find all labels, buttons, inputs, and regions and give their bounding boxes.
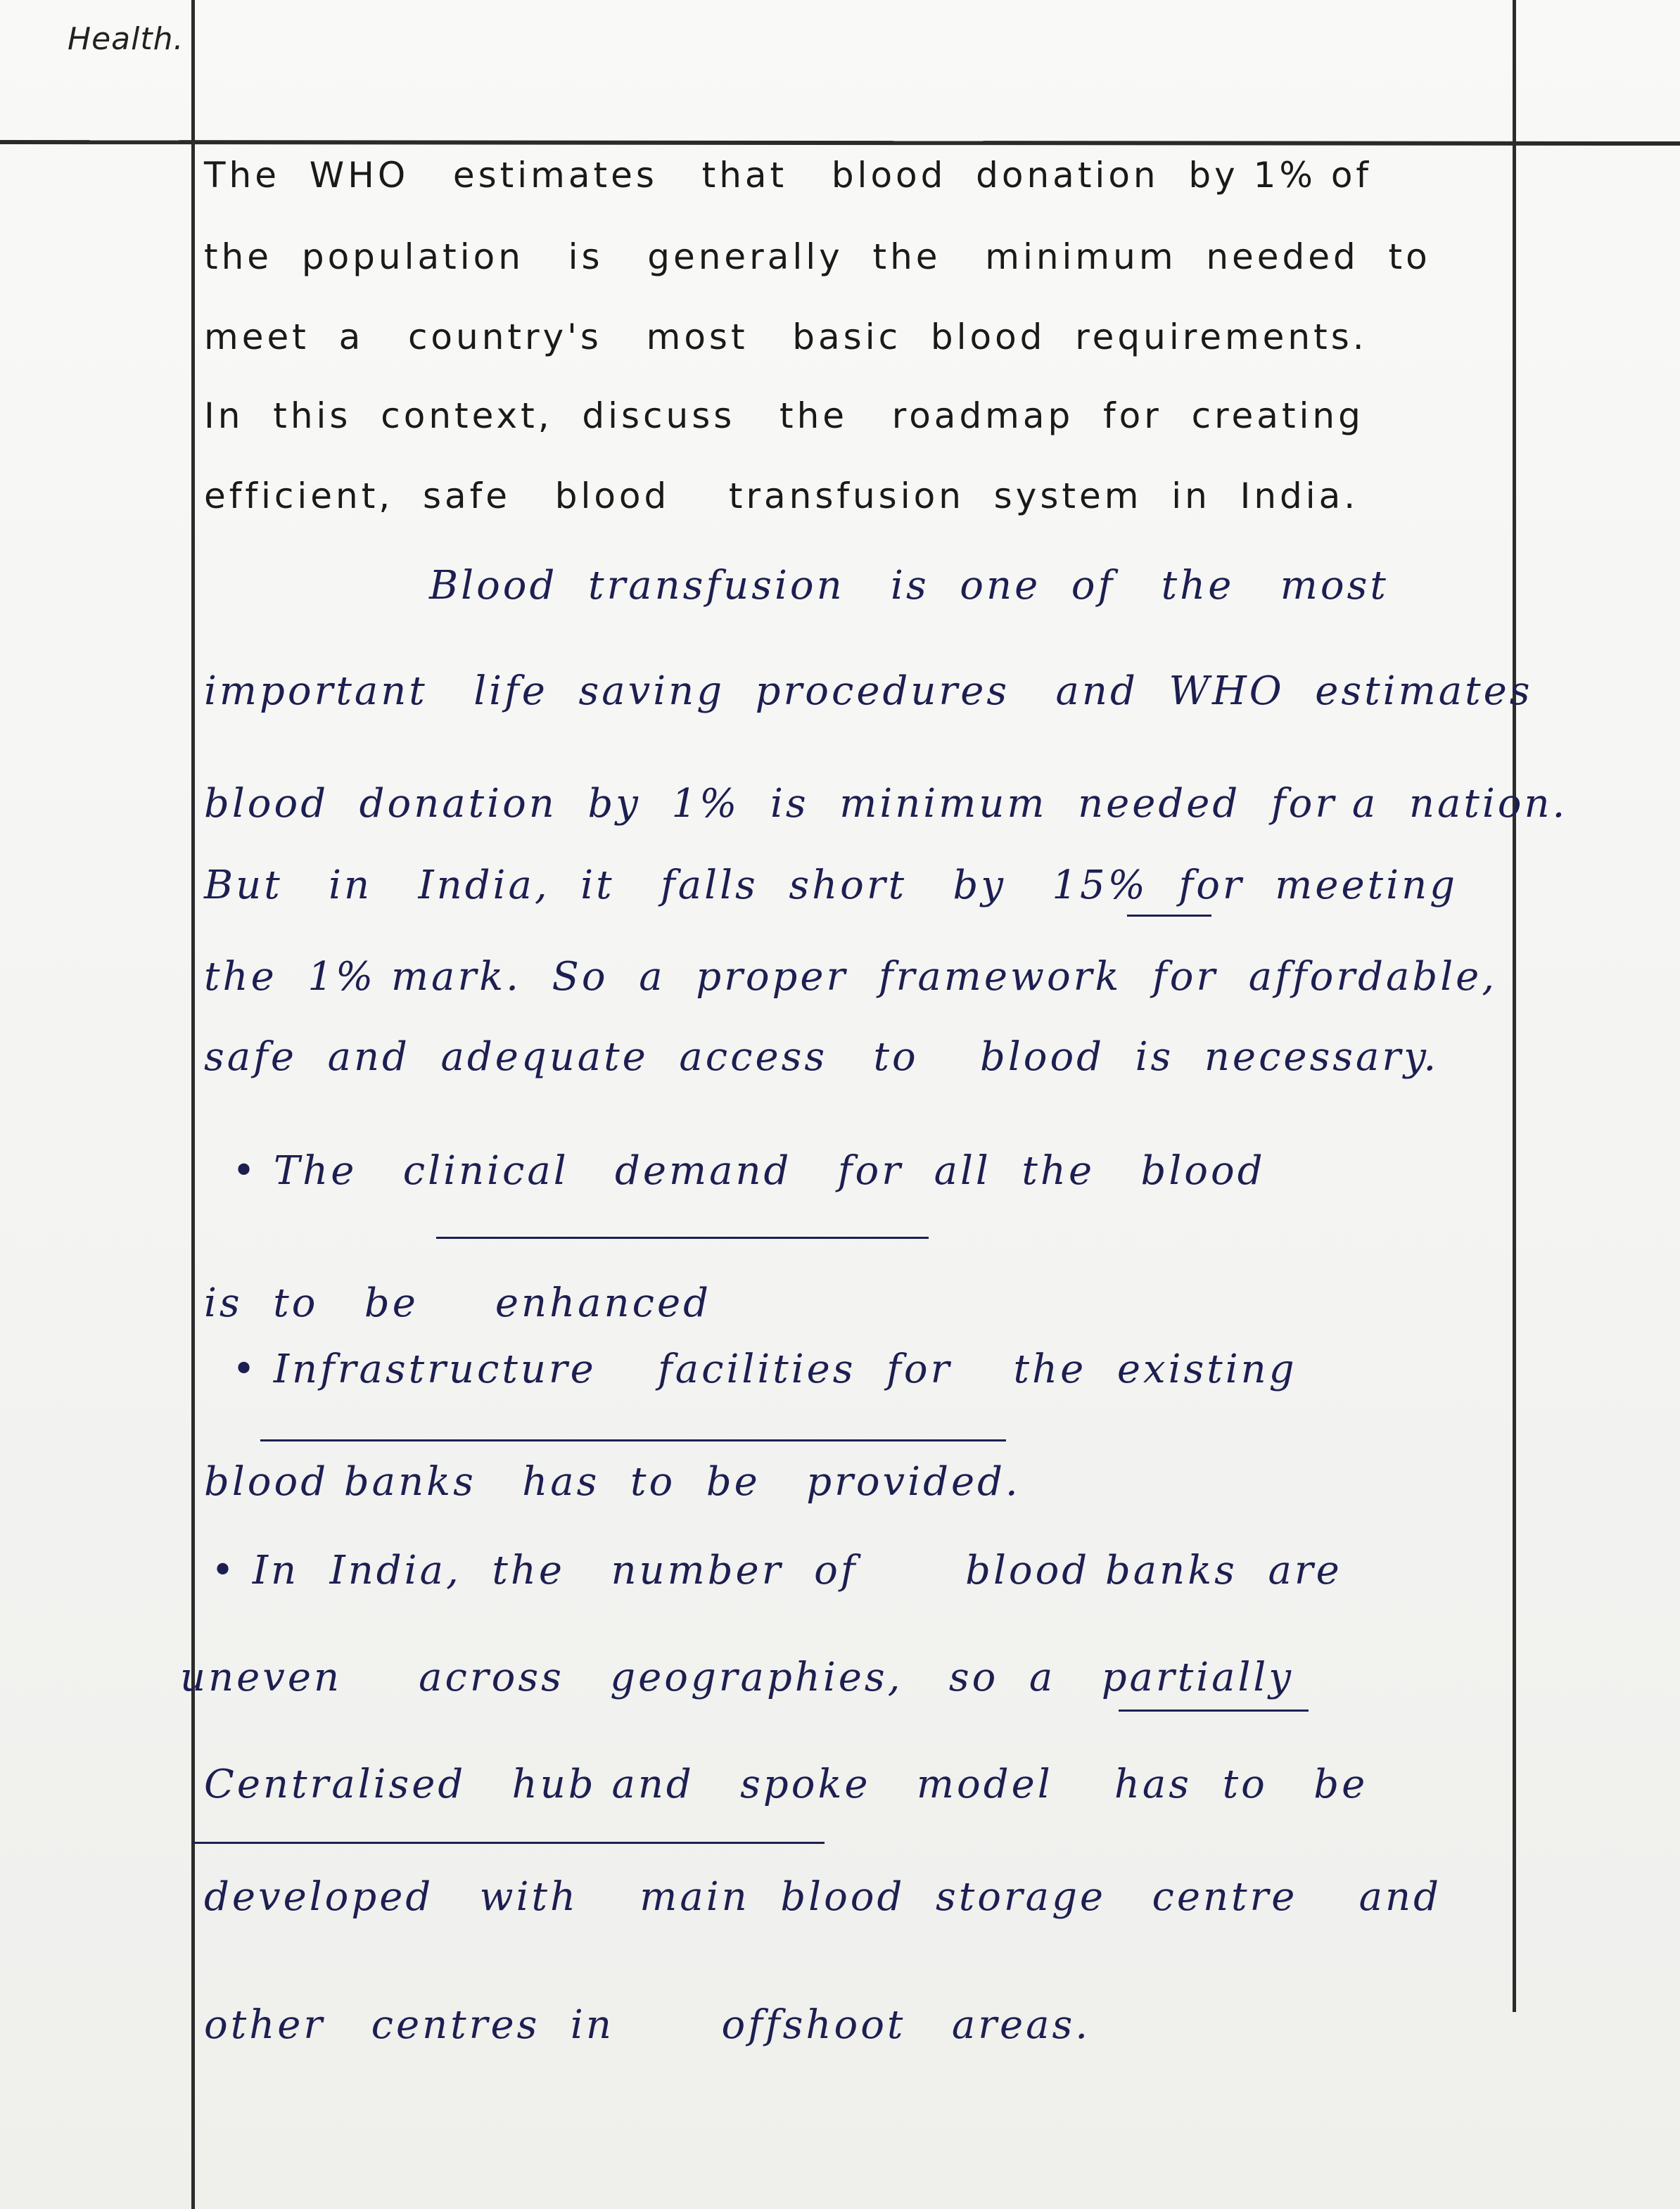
answer-line-9: • Infrastructure facilities for the existing bbox=[232, 1347, 1297, 1392]
answer-line-6: safe and adequate access to blood is necessary. bbox=[204, 1034, 1439, 1080]
underline-clinical-demand bbox=[436, 1237, 929, 1239]
question-line-2: the population is generally the minimum needed to bbox=[204, 236, 1431, 277]
underline-15pct bbox=[1127, 915, 1211, 917]
answer-line-1: Blood transfusion is one of the most bbox=[429, 563, 1389, 609]
answer-line-10: blood banks has to be provided. bbox=[204, 1459, 1021, 1505]
right-margin-rule bbox=[1513, 0, 1516, 2012]
answer-line-8: is to be enhanced bbox=[204, 1280, 711, 1326]
question-line-3: meet a country's most basic blood requirements. bbox=[204, 317, 1368, 357]
underline-infrastructure bbox=[260, 1439, 1006, 1441]
question-line-5: efficient, safe blood transfusion system in India. bbox=[204, 476, 1359, 516]
header-rule bbox=[0, 140, 1680, 146]
answer-line-7: • The clinical demand for all the blood bbox=[232, 1148, 1266, 1194]
answer-line-14: developed with main blood storage centre and bbox=[204, 1874, 1442, 1920]
answer-line-5: the 1% mark. So a proper framework for affordable, bbox=[204, 954, 1498, 1000]
answer-line-4: But in India, it falls short by 15% for meeting bbox=[204, 862, 1458, 908]
answer-line-15: other centres in offshoot areas. bbox=[204, 2002, 1091, 2048]
underline-partially bbox=[1119, 1710, 1309, 1712]
question-line-4: In this context, discuss the roadmap for creating bbox=[204, 395, 1364, 436]
left-margin-rule bbox=[191, 0, 195, 2209]
answer-line-12: uneven across geographies, so a partially bbox=[180, 1655, 1294, 1700]
answer-line-11: • In India, the number of blood banks are bbox=[211, 1548, 1342, 1593]
answer-line-3: blood donation by 1% is minimum needed for a nation. bbox=[204, 781, 1568, 827]
answer-line-2: important life saving procedures and WHO estimates bbox=[204, 668, 1533, 714]
underline-centralised bbox=[191, 1842, 825, 1844]
question-line-1: The WHO estimates that blood donation by 1% of bbox=[204, 155, 1373, 196]
answer-line-13: Centralised hub and spoke model has to be bbox=[204, 1762, 1368, 1807]
subject-heading: Health. bbox=[68, 21, 184, 57]
